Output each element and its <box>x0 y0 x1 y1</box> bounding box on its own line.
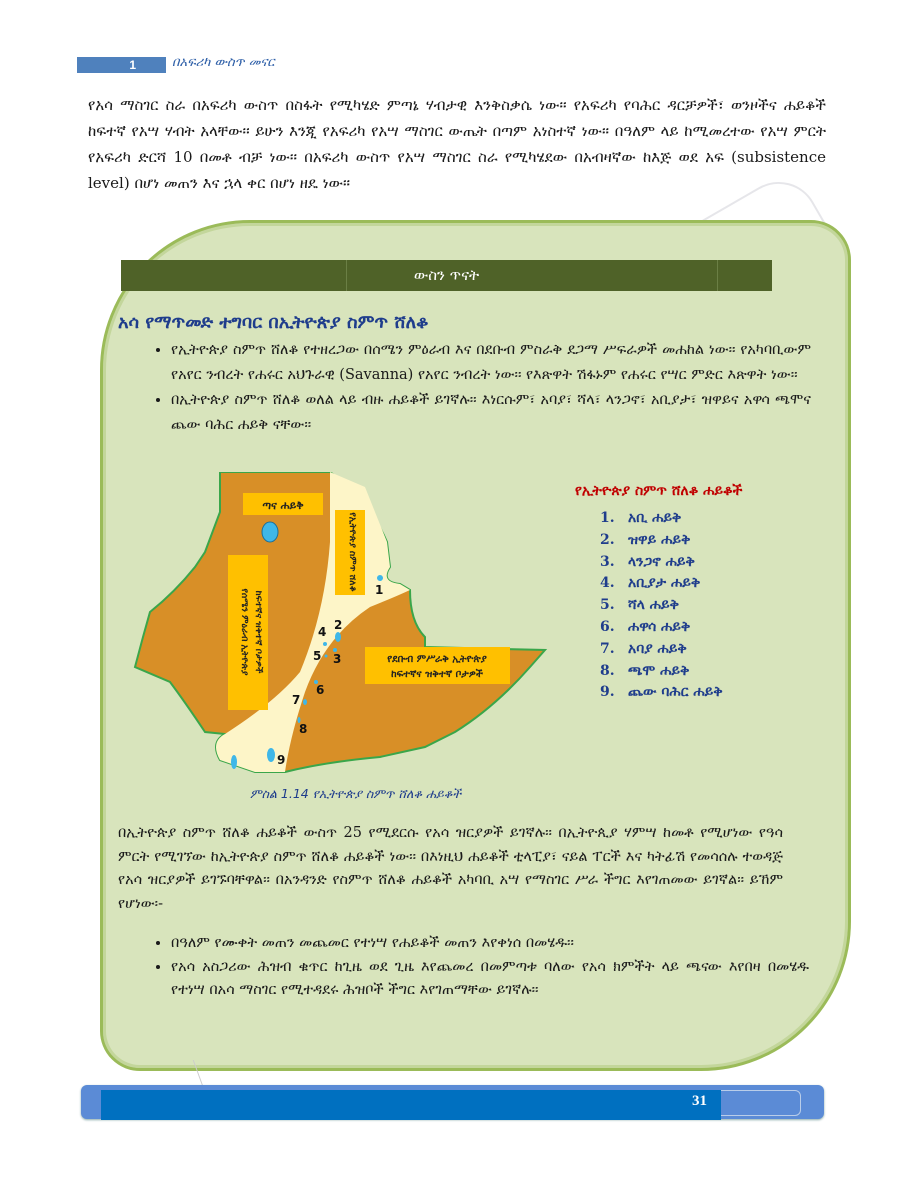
lake-item <box>600 682 723 704</box>
lake-name: አባያ ሐይቅ <box>628 640 687 657</box>
lake-name: አቢያታ ሐይቅ <box>628 575 701 592</box>
lake-turkana <box>231 755 237 769</box>
se-label-line2: ከፍተኛና ዝቅተኛ ቦታዎች <box>391 669 483 680</box>
lake-item <box>600 639 723 661</box>
lake-marker: 6 <box>316 683 325 697</box>
lake-number: 6. <box>600 618 615 635</box>
lake-name: አቢ ሐይቅ <box>628 510 682 526</box>
lake-1 <box>377 575 383 581</box>
intro-paragraph: የአሳ ማስገር ስራ በአፍሪካ ውስጥ በስፋት የሚካሄድ ምጣኔ ሃብታዊ እንቅስቃሴ ነው፡፡ የአፍሪካ የባሕር ዳርቻዎች፣ ወንዞችና ሐይቆች ከፍተኛ የአሣ ሃብት አላቸው፡፡ ይሁን እንጂ የአፍሪካ የአሣ ማስገር ውጤት በጣም አነስተኛ ነው፡፡ በዓለም ላይ ከሚመረተው የአሣ ምርት የአፍሪካ ድርሻ 10 በመቶ ብቻ ነው፡፡ በአፍሪካ ውስጥ የአሣ ማስገር ስራ የሚካሄደው በአብዛኛው ከእጅ ወደ አፍ (subsistence level) በሆነ መጠን እና ኋላ ቀር በሆነ ዘዴ ነው፡፡ <box>88 96 826 192</box>
lake-number: 5. <box>600 597 615 614</box>
lake-name: ሐዋሳ ሐይቅ <box>628 618 691 635</box>
lake-name: ዝዋይ ሐይቅ <box>628 531 691 548</box>
rift-valley-map <box>125 472 555 782</box>
bullet-item: • የአሳ አስጋሪው ሕዝብ ቁጥር ከጊዜ ወደ ጊዜ እየጨመረ በመምጣቱ ባለው የአሳ ክምችት ላይ ጫናው እየበዛ በመሄዱ የተነሣ በአሳ ማስገር የሚተዳደሩ ሕዝቦች ችግር እየገጠማቸው ይገኛሉ፡፡ <box>171 956 809 1003</box>
case-study-header <box>121 260 772 291</box>
lake-number: 4. <box>600 575 615 592</box>
tana-label: ጣና ሐይቅ <box>262 499 304 512</box>
rift-label: የኢትዮጵያ ስምጥ ሸለቆ <box>347 512 357 592</box>
lake-4 <box>323 642 327 646</box>
lake-number: 7. <box>600 640 615 657</box>
lake-number: 2. <box>600 531 615 548</box>
lake-item <box>600 617 723 639</box>
nw-label-line2: ከፍተኛና ዝቅተኛ ቦታዎች <box>253 590 263 674</box>
lake-marker: 1 <box>375 583 384 597</box>
nw-label-line1: የሰሜን ምዕራብ ኢትዮጵያ <box>239 588 249 676</box>
se-label-line1: የደቡብ ምሥራቅ ኢትዮጵያ <box>387 654 487 665</box>
lakes-list-title: የኢትዮጵያ ስምጥ ሸለቆ ሐይቆች <box>575 483 743 499</box>
footer-bar <box>101 1090 721 1120</box>
lake-marker: 5 <box>313 649 322 663</box>
lake-name: ላንጋኖ ሐይቅ <box>628 553 695 570</box>
bullet-item: • የኢትዮጵያ ስምጥ ሸለቆ የተዘረጋው በሰሜን ምዕራብ እና በደቡብ ምስራቅ ደጋማ ሥፍራዎች መሐከል ነው፡፡ የአካባቢውም የአየር ንብረት የሐሩር አህጉራዊ (Savanna) የአየር ንብረት ነው፡፡ የእጽዋት ሽፋኑም የሐሩር የሣር ምድር እጽዋት ነው፡፡ <box>171 338 811 388</box>
lake-marker: 3 <box>333 652 342 666</box>
lake-marker: 8 <box>299 722 308 736</box>
lake-marker: 4 <box>318 625 327 639</box>
lake-7 <box>303 699 307 705</box>
lake-number: 9. <box>600 684 615 701</box>
lake-item <box>600 530 723 552</box>
lake-marker: 7 <box>292 693 301 707</box>
header-divider <box>717 260 718 291</box>
case-study-title: አሳ የማጥመድ ተግባር በኢትዮጵያ ስምጥ ሸለቆ <box>118 312 429 333</box>
lake-name: ሻላ ሐይቅ <box>628 597 679 614</box>
lake-item <box>600 552 723 574</box>
lake-marker: 9 <box>277 753 286 767</box>
map-caption: ምስል 1.14 የኢትዮጵያ ስምጥ ሸለቆ ሐይቆች <box>250 786 462 801</box>
lake-item <box>600 661 723 683</box>
case-study-bullets <box>145 338 811 438</box>
case-study-header-label: ውስን ጥናት <box>413 266 480 284</box>
header-divider <box>346 260 347 291</box>
lake-marker: 2 <box>334 618 343 632</box>
lake-item <box>600 508 723 530</box>
page-number: 31 <box>692 1093 707 1109</box>
lake-5 <box>325 655 328 658</box>
chapter-title: በአፍሪካ ውስጥ መናር <box>172 55 275 70</box>
lake-item <box>600 573 723 595</box>
lake-item <box>600 595 723 617</box>
lake-name: ጨው ባሕር ሐይቅ <box>628 684 723 701</box>
lake-9 <box>267 748 275 762</box>
bullet-item: • በዓለም የሙቀት መጠን መጨመር የተነሣ የሐይቆች መጠን እየቀነሰ በመሄዱ፡፡ <box>171 932 809 956</box>
lake-number: 3. <box>600 553 615 570</box>
lake-tana <box>262 522 278 542</box>
chapter-number-badge: 1 <box>77 57 166 73</box>
lake-2 <box>335 632 341 642</box>
lake-number: 1. <box>600 510 615 526</box>
lakes-list <box>600 508 723 704</box>
lake-name: ጫሞ ሐይቅ <box>628 662 690 679</box>
reasons-bullets <box>145 932 809 1003</box>
body-paragraph: በኢትዮጵያ ስምጥ ሸለቆ ሐይቆች ውስጥ 25 የሚደርሱ የአሳ ዝርያዎች ይገኛሉ፡፡ በኢትዮጲያ ሃምሣ ከመቶ የሚሆነው የዓሳ ምርት የሚገኘው ከኢትዮጵያ ስምጥ ሸለቆ ሐይቆች ነው፡፡ በእነዚህ ሐይቆች ቲላፒያ፣ ናይል ፐርች እና ካትፊሽ የመሳሰሉ ተወዳጅ የአሳ ዝርያዎች ይገኙባቸዋል፡፡ በአንዳንድ የስምጥ ሸለቆ ሐይቆች አካባቢ አሣ የማስገር ሥራ ችግር እየገጠመው ይገኛል፡፡ ይኸም የሆነው፡- <box>118 825 783 912</box>
lake-number: 8. <box>600 662 615 679</box>
bullet-item: • በኢትዮጵያ ስምጥ ሸለቆ ወለል ላይ ብዙ ሐይቆች ይገኛሉ፡፡ እነርሱም፣ አባያ፣ ሻላ፣ ላንጋኖ፣ አቢያታ፣ ዝዋይና አዋሳ ጫሞና ጨው ባሕር ሐይቅ ናቸው፡፡ <box>171 388 811 438</box>
